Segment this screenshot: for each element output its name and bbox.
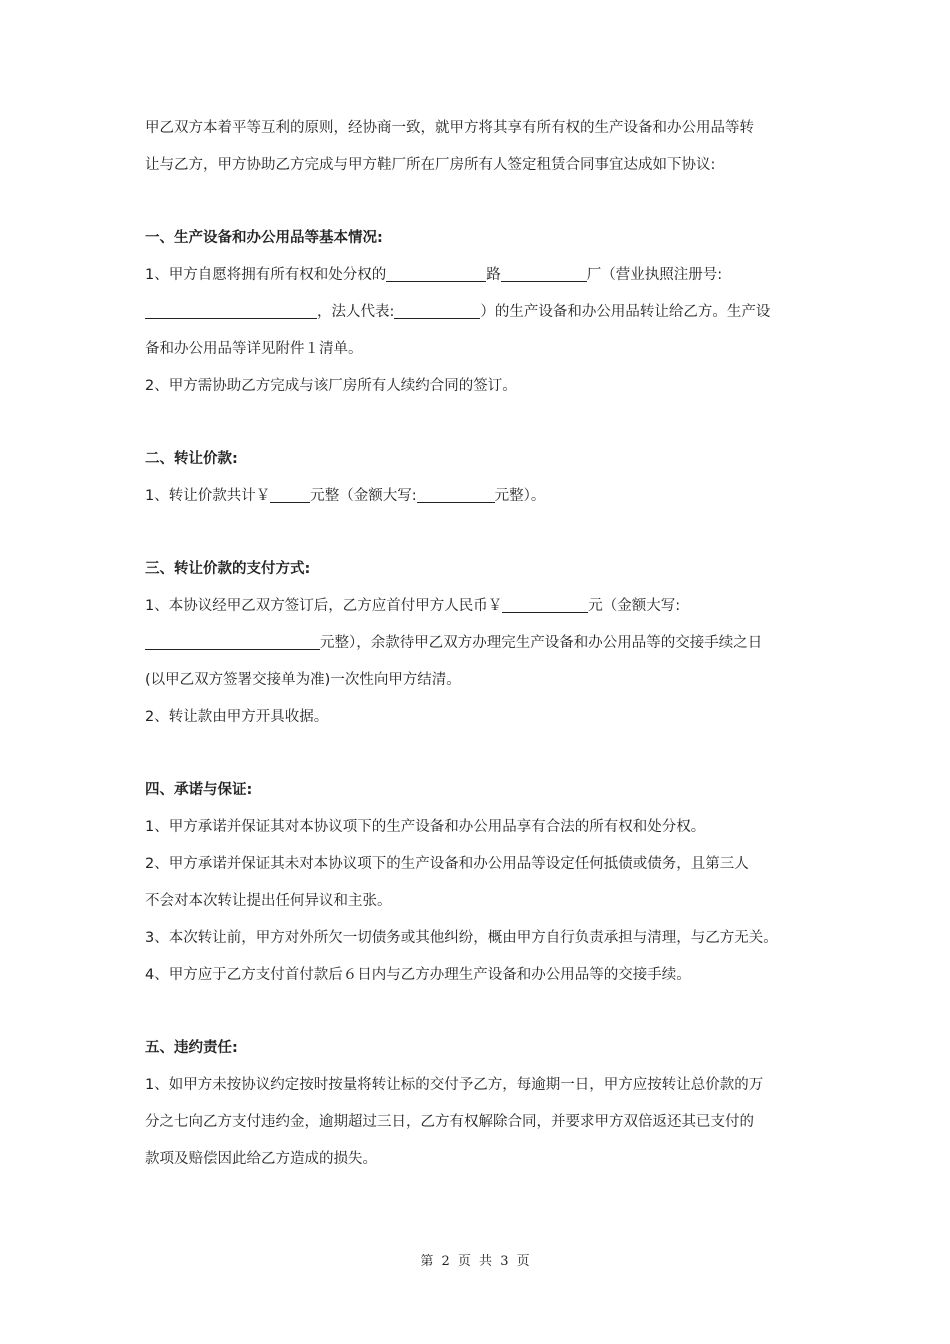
text-segment: 1、甲方自愿将拥有所有权和处分权的 [145, 267, 387, 283]
section-4-item-3: 3、本次转让前，甲方对外所欠一切债务或其他纠纷，概由甲方自行负责承担与清理，与乙方无关。 [145, 930, 778, 946]
section-1-item-2: 2、甲方需协助乙方完成与该厂房所有人续约合同的签订。 [145, 378, 517, 394]
blank-field [145, 631, 320, 650]
section-3-item-2: 2、转让款由甲方开具收据。 [145, 709, 329, 725]
section-4-item-4: 4、甲方应于乙方支付首付款后６日内与乙方办理生产设备和办公用品等的交接手续。 [145, 967, 691, 983]
section-3-item-1-line-3: (以甲乙双方签署交接单为准)一次性向甲方结清。 [145, 672, 461, 688]
spacer [145, 736, 825, 772]
blank-field [394, 300, 480, 319]
section-5-item-1-line-3: 款项及赔偿因此给乙方造成的损失。 [145, 1151, 377, 1167]
blank-field [145, 300, 317, 319]
spacer [145, 405, 825, 441]
section-1-item-1-line-1 [145, 257, 825, 294]
spacer [145, 994, 825, 1030]
text-segment: 元整（金额大写: [310, 488, 417, 504]
section-2-item-1 [145, 478, 825, 515]
text-segment: 1、转让价款共计￥ [145, 488, 271, 504]
page-number-footer: 第 2 页 共 3 页 [420, 1254, 530, 1269]
spacer [145, 184, 825, 220]
blank-field [502, 594, 588, 613]
section-2-heading: 二、转让价款: [145, 451, 238, 467]
blank-field [386, 263, 486, 282]
section-3-item-1-line-1 [145, 588, 825, 625]
section-4-item-1: 1、甲方承诺并保证其对本协议项下的生产设备和办公用品享有合法的所有权和处分权。 [145, 819, 706, 835]
text-segment: 路 [486, 267, 501, 283]
text-segment: 元整）。 [494, 488, 546, 504]
section-5-item-1-line-2: 分之七向乙方支付违约金，逾期超过三日，乙方有权解除合同，并要求甲方双倍返还其已支付的 [145, 1114, 754, 1130]
blank-field [417, 484, 495, 503]
text-segment: 1、本协议经甲乙双方签订后，乙方应首付甲方人民币￥ [145, 598, 503, 614]
section-5-item-1-line-1: 1、如甲方未按协议约定按时按量将转让标的交付予乙方，每逾期一日，甲方应按转让总价款的万 [145, 1077, 764, 1093]
section-3-heading: 三、转让价款的支付方式: [145, 561, 311, 577]
section-4-item-2-line-1: 2、甲方承诺并保证其未对本协议项下的生产设备和办公用品等设定任何抵债或债务，且第三人 [145, 856, 749, 872]
text-segment: ）的生产设备和办公用品转让给乙方。生产设 [480, 304, 771, 320]
blank-field [270, 484, 310, 503]
blank-field [501, 263, 587, 282]
spacer [145, 515, 825, 551]
section-4-item-2-line-2: 不会对本次转让提出任何异议和主张。 [145, 893, 392, 909]
text-segment: 元整），余款待甲乙双方办理完生产设备和办公用品等的交接手续之日 [320, 635, 763, 651]
section-5-heading: 五、违约责任: [145, 1040, 238, 1056]
text-segment: 元（金额大写: [588, 598, 681, 614]
section-1-item-1-line-3: 备和办公用品等详见附件１清单。 [145, 341, 363, 357]
section-4-heading: 四、承诺与保证: [145, 782, 253, 798]
intro-line-1: 甲乙双方本着平等互利的原则，经协商一致，就甲方将其享有所有权的生产设备和办公用品等转 [145, 120, 754, 136]
section-1-item-1-line-2 [145, 294, 825, 331]
intro-line-2: 让与乙方，甲方协助乙方完成与甲方鞋厂所在厂房所有人签定租赁合同事宜达成如下协议: [145, 157, 716, 173]
text-segment: 厂（营业执照注册号: [586, 267, 723, 283]
section-3-item-1-line-2 [145, 625, 825, 662]
section-1-heading: 一、生产设备和办公用品等基本情况: [145, 230, 383, 246]
document-body [145, 110, 825, 1178]
text-segment: ，法人代表: [317, 304, 395, 320]
